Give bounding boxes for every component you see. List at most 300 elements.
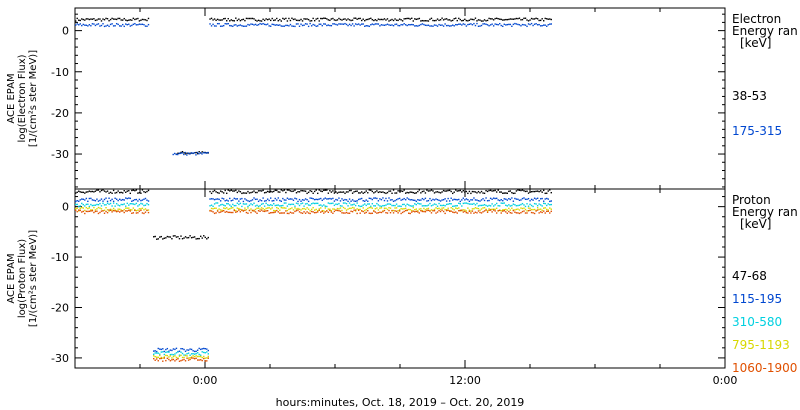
proton-series-1060-1900-point	[189, 359, 190, 360]
proton-series-795-1193-point	[540, 208, 541, 209]
proton-series-310-580-point	[220, 204, 221, 205]
proton-series-1060-1900-point	[366, 212, 367, 213]
proton-series-47-68-point	[403, 189, 404, 190]
proton-series-1060-1900-point	[128, 210, 129, 211]
proton-series-115-195-point	[543, 201, 544, 202]
proton-series-115-195-point	[373, 197, 374, 198]
electron-series-175-315-point	[99, 25, 100, 26]
electron-series-175-315-point	[410, 24, 411, 25]
proton-series-310-580-point	[137, 205, 138, 206]
proton-series-1060-1900-point	[99, 212, 100, 213]
proton-series-47-68-point	[402, 191, 403, 192]
proton-series-1060-1900-point	[501, 212, 502, 213]
proton-series-310-580-point	[446, 204, 447, 205]
proton-series-310-580-point	[311, 203, 312, 204]
proton-series-115-195-point	[206, 348, 207, 349]
proton-series-47-68-point	[108, 193, 109, 194]
electron-series-38-53-point	[428, 20, 429, 21]
proton-series-795-1193-point	[167, 355, 168, 356]
electron-series-38-53-point	[314, 20, 315, 21]
electron-series-175-315-point	[537, 24, 538, 25]
proton-series-115-195-point	[498, 199, 499, 200]
proton-series-115-195-point	[296, 198, 297, 199]
electron-series-175-315-point	[372, 23, 373, 24]
electron-series-38-53-point	[272, 18, 273, 19]
electron-series-175-315-point	[441, 24, 442, 25]
proton-series-47-68-point	[325, 189, 326, 190]
proton-series-795-1193-point	[306, 207, 307, 208]
electron-series-175-315-point	[340, 23, 341, 24]
electron-series-175-315-point	[229, 25, 230, 26]
proton-series-47-68-point	[376, 190, 377, 191]
proton-series-310-580-point	[125, 205, 126, 206]
proton-series-795-1193-point	[232, 207, 233, 208]
electron-series-38-53-point	[226, 20, 227, 21]
proton-series-795-1193-point	[366, 209, 367, 210]
proton-series-795-1193-point	[405, 208, 406, 209]
proton-series-310-580-point	[127, 203, 128, 204]
proton-series-1060-1900-point	[78, 209, 79, 210]
proton-series-47-68-point	[523, 190, 524, 191]
proton-series-795-1193-point	[522, 208, 523, 209]
proton-series-310-580-point	[507, 205, 508, 206]
proton-series-47-68-point	[396, 192, 397, 193]
electron-series-38-53-point	[343, 19, 344, 20]
proton-series-1060-1900-point	[284, 212, 285, 213]
electron-series-38-53-point	[308, 19, 309, 20]
proton-series-47-68-point	[422, 191, 423, 192]
electron-series-38-53-point	[450, 20, 451, 21]
electron-series-175-315-point	[139, 23, 140, 24]
proton-series-1060-1900-point	[517, 212, 518, 213]
proton-series-1060-1900-point	[197, 359, 198, 360]
proton-series-310-580-point	[110, 203, 111, 204]
proton-series-1060-1900-point	[438, 210, 439, 211]
proton-series-115-195-point	[308, 201, 309, 202]
electron-series-38-53-point	[449, 19, 450, 20]
proton-series-310-580-point	[422, 205, 423, 206]
proton-series-47-68-point	[246, 192, 247, 193]
proton-series-310-580-point	[425, 205, 426, 206]
electron-series-38-53-point	[353, 18, 354, 19]
electron-series-38-53-point	[496, 18, 497, 19]
proton-series-115-195-point	[167, 348, 168, 349]
electron-legend-entry: 38-53	[732, 89, 767, 103]
electron-series-175-315-point	[182, 152, 183, 153]
proton-series-310-580-point	[264, 205, 265, 206]
proton-series-310-580-point	[320, 204, 321, 205]
proton-series-115-195-point	[491, 199, 492, 200]
proton-series-795-1193-point	[526, 210, 527, 211]
electron-series-38-53-point	[378, 18, 379, 19]
electron-series-38-53-point	[221, 19, 222, 20]
proton-series-1060-1900-point	[180, 360, 181, 361]
proton-series-310-580-point	[176, 352, 177, 353]
electron-series-38-53-point	[133, 18, 134, 19]
proton-series-310-580-point	[394, 205, 395, 206]
electron-series-175-315-point	[482, 23, 483, 24]
proton-series-1060-1900-point	[543, 210, 544, 211]
proton-series-1060-1900-point	[397, 212, 398, 213]
electron-series-38-53-point	[413, 20, 414, 21]
proton-series-1060-1900-point	[446, 210, 447, 211]
electron-series-38-53-point	[417, 18, 418, 19]
proton-series-310-580-point	[107, 203, 108, 204]
proton-series-1060-1900-point	[402, 212, 403, 213]
electron-series-175-315-point	[77, 23, 78, 24]
electron-series-175-315-point	[487, 24, 488, 25]
proton-series-1060-1900-point	[182, 359, 183, 360]
electron-series-175-315-point	[92, 23, 93, 24]
proton-series-310-580-point	[217, 202, 218, 203]
electron-series-38-53-point	[84, 19, 85, 20]
proton-series-47-68-point	[285, 192, 286, 193]
proton-series-115-195-point	[111, 199, 112, 200]
electron-series-175-315-point	[234, 24, 235, 25]
proton-series-1060-1900-point	[325, 211, 326, 212]
proton-series-115-195-point	[137, 200, 138, 201]
electron-series-175-315-point	[508, 24, 509, 25]
proton-series-1060-1900-point	[344, 212, 345, 213]
proton-series-115-195-point	[450, 198, 451, 199]
proton-series-310-580-point	[485, 205, 486, 206]
proton-series-795-1193-point	[155, 356, 156, 357]
proton-series-310-580-point	[520, 204, 521, 205]
proton-series-1060-1900-point	[92, 210, 93, 211]
proton-series-310-580-point	[86, 204, 87, 205]
proton-series-310-580-point	[363, 204, 364, 205]
electron-series-38-53-point	[431, 18, 432, 19]
x-tick-label: 0:00	[712, 374, 738, 387]
proton-series-310-580-point	[329, 203, 330, 204]
proton-series-1060-1900-point	[156, 358, 157, 359]
electron-series-38-53-point	[516, 18, 517, 19]
proton-series-47-68-point	[367, 192, 368, 193]
proton-series-1060-1900-point	[303, 211, 304, 212]
proton-series-115-195-point	[341, 198, 342, 199]
x-axis-label: hours:minutes, Oct. 18, 2019 – Oct. 20, 2019	[275, 396, 525, 409]
proton-series-1060-1900-point	[519, 213, 520, 214]
proton-ytick-label: -20	[51, 301, 69, 315]
electron-series-38-53-point	[320, 18, 321, 19]
electron-series-38-53-point	[435, 20, 436, 21]
proton-series-310-580-point	[388, 203, 389, 204]
proton-series-795-1193-point	[514, 209, 515, 210]
proton-series-310-580-point	[450, 203, 451, 204]
electron-series-175-315-point	[332, 23, 333, 24]
electron-series-38-53-point	[337, 19, 338, 20]
proton-series-115-195-point	[314, 199, 315, 200]
proton-series-795-1193-point	[96, 208, 97, 209]
electron-series-175-315-point	[402, 24, 403, 25]
proton-series-1060-1900-point	[297, 209, 298, 210]
electron-series-38-53-point	[232, 20, 233, 21]
proton-series-795-1193-point	[197, 356, 198, 357]
proton-series-310-580-point	[180, 352, 181, 353]
proton-series-47-68-point	[220, 190, 221, 191]
proton-series-1060-1900-point	[434, 210, 435, 211]
proton-series-1060-1900-point	[214, 213, 215, 214]
proton-series-1060-1900-point	[358, 210, 359, 211]
electron-series-175-315-point	[423, 24, 424, 25]
electron-series-38-53-point	[481, 20, 482, 21]
proton-series-795-1193-point	[316, 209, 317, 210]
proton-series-115-195-point	[293, 200, 294, 201]
proton-series-795-1193-point	[507, 209, 508, 210]
electron-series-38-53-point	[299, 20, 300, 21]
proton-series-795-1193-point	[435, 207, 436, 208]
electron-series-38-53-point	[372, 19, 373, 20]
proton-series-310-580-point	[297, 203, 298, 204]
electron-series-38-53-point	[545, 18, 546, 19]
proton-series-795-1193-point	[247, 207, 248, 208]
proton-series-115-195-point	[110, 200, 111, 201]
proton-series-115-195-point	[145, 198, 146, 199]
proton-series-115-195-point	[218, 199, 219, 200]
proton-series-47-68-point	[355, 191, 356, 192]
electron-series-175-315-point	[434, 24, 435, 25]
proton-series-115-195-point	[278, 197, 279, 198]
proton-series-1060-1900-point	[341, 212, 342, 213]
proton-series-1060-1900-point	[246, 212, 247, 213]
proton-series-1060-1900-point	[525, 212, 526, 213]
proton-series-795-1193-point	[165, 355, 166, 356]
proton-series-47-68-point	[309, 190, 310, 191]
proton-series-1060-1900-point	[335, 209, 336, 210]
proton-series-115-195-point	[93, 200, 94, 201]
proton-series-310-580-point	[508, 204, 509, 205]
proton-series-310-580-point	[379, 205, 380, 206]
proton-series-310-580-point	[352, 204, 353, 205]
proton-series-1060-1900-point	[96, 211, 97, 212]
electron-series-38-53-point	[134, 19, 135, 20]
proton-series-115-195-point	[407, 197, 408, 198]
proton-series-47-68-point	[314, 191, 315, 192]
electron-series-175-315-point	[121, 25, 122, 26]
proton-series-1060-1900-point	[484, 210, 485, 211]
electron-series-38-53-point	[540, 20, 541, 21]
proton-series-47-68-point	[372, 191, 373, 192]
proton-series-310-580-point	[370, 206, 371, 207]
electron-series-175-315-point	[294, 26, 295, 27]
electron-series-38-53-point	[183, 152, 184, 153]
proton-series-310-580-point	[382, 205, 383, 206]
electron-series-38-53-point	[425, 20, 426, 21]
electron-series-175-315-point	[346, 24, 347, 25]
proton-series-47-68-point	[525, 191, 526, 192]
electron-series-38-53-point	[508, 19, 509, 20]
proton-series-310-580-point	[493, 205, 494, 206]
electron-series-38-53-point	[331, 18, 332, 19]
proton-series-115-195-point	[426, 200, 427, 201]
electron-series-175-315-point	[353, 25, 354, 26]
electron-series-175-315-point	[83, 24, 84, 25]
proton-series-47-68-point	[516, 190, 517, 191]
electron-series-38-53-point	[423, 20, 424, 21]
electron-series-175-315-point	[490, 24, 491, 25]
proton-series-310-580-point	[206, 351, 207, 352]
proton-series-310-580-point	[238, 204, 239, 205]
proton-series-47-68-point	[443, 190, 444, 191]
electron-series-175-315-point	[472, 24, 473, 25]
proton-series-47-68-point	[111, 193, 112, 194]
proton-series-310-580-point	[294, 206, 295, 207]
electron-series-38-53-point	[247, 18, 248, 19]
proton-series-795-1193-point	[379, 207, 380, 208]
proton-series-115-195-point	[347, 201, 348, 202]
electron-series-38-53-point	[366, 19, 367, 20]
proton-series-47-68-point	[159, 236, 160, 237]
proton-series-310-580-point	[229, 204, 230, 205]
proton-series-115-195-point	[346, 199, 347, 200]
proton-series-47-68-point	[405, 192, 406, 193]
electron-series-175-315-point	[407, 25, 408, 26]
proton-series-795-1193-point	[320, 207, 321, 208]
proton-series-1060-1900-point	[250, 212, 251, 213]
proton-series-310-580-point	[435, 204, 436, 205]
proton-series-115-195-point	[338, 197, 339, 198]
proton-series-310-580-point	[276, 205, 277, 206]
electron-series-38-53-point	[87, 18, 88, 19]
proton-series-310-580-point	[488, 205, 489, 206]
electron-series-175-315-point	[104, 26, 105, 27]
proton-series-47-68-point	[425, 192, 426, 193]
electron-series-38-53-point	[107, 18, 108, 19]
proton-series-795-1193-point	[431, 209, 432, 210]
proton-series-47-68-point	[95, 190, 96, 191]
proton-series-795-1193-point	[302, 208, 303, 209]
proton-series-47-68-point	[133, 189, 134, 190]
proton-series-115-195-point	[223, 198, 224, 199]
electron-series-38-53-point	[305, 18, 306, 19]
proton-series-310-580-point	[393, 205, 394, 206]
electron-series-38-53-point	[311, 20, 312, 21]
proton-series-310-580-point	[291, 204, 292, 205]
electron-series-38-53-point	[402, 20, 403, 21]
proton-series-310-580-point	[523, 204, 524, 205]
proton-series-795-1193-point	[450, 207, 451, 208]
proton-series-795-1193-point	[437, 208, 438, 209]
proton-series-115-195-point	[494, 198, 495, 199]
proton-series-795-1193-point	[140, 208, 141, 209]
proton-series-310-580-point	[140, 203, 141, 204]
proton-series-795-1193-point	[410, 209, 411, 210]
electron-series-175-315-point	[303, 25, 304, 26]
proton-series-310-580-point	[143, 205, 144, 206]
electron-series-175-315-point	[491, 23, 492, 24]
electron-series-38-53-point	[472, 19, 473, 20]
proton-series-47-68-point	[490, 190, 491, 191]
electron-series-38-53-point	[350, 20, 351, 21]
proton-series-795-1193-point	[369, 207, 370, 208]
electron-series-38-53-point	[381, 19, 382, 20]
proton-series-1060-1900-point	[316, 212, 317, 213]
proton-series-1060-1900-point	[331, 211, 332, 212]
proton-series-115-195-point	[146, 200, 147, 201]
electron-series-175-315-point	[179, 153, 180, 154]
proton-series-795-1193-point	[549, 207, 550, 208]
proton-series-1060-1900-point	[107, 212, 108, 213]
proton-series-47-68-point	[202, 237, 203, 238]
proton-series-1060-1900-point	[203, 358, 204, 359]
proton-series-47-68-point	[186, 237, 187, 238]
proton-series-310-580-point	[142, 203, 143, 204]
proton-series-1060-1900-point	[209, 210, 210, 211]
proton-series-795-1193-point	[186, 355, 187, 356]
electron-series-38-53-point	[290, 20, 291, 21]
proton-series-47-68-point	[275, 190, 276, 191]
proton-series-795-1193-point	[411, 210, 412, 211]
proton-series-1060-1900-point	[235, 212, 236, 213]
proton-series-1060-1900-point	[476, 212, 477, 213]
proton-series-115-195-point	[156, 351, 157, 352]
proton-series-1060-1900-point	[528, 210, 529, 211]
proton-series-795-1193-point	[425, 209, 426, 210]
proton-series-47-68-point	[481, 191, 482, 192]
proton-series-47-68-point	[182, 238, 183, 239]
proton-series-115-195-point	[155, 350, 156, 351]
proton-series-795-1193-point	[328, 208, 329, 209]
electron-series-175-315-point	[81, 25, 82, 26]
proton-series-310-580-point	[285, 202, 286, 203]
proton-series-115-195-point	[262, 197, 263, 198]
proton-series-1060-1900-point	[353, 210, 354, 211]
electron-series-175-315-point	[287, 25, 288, 26]
electron-series-38-53-point	[268, 18, 269, 19]
electron-series-175-315-point	[130, 25, 131, 26]
proton-legend-entry: 47-68	[732, 269, 767, 283]
proton-series-1060-1900-point	[361, 210, 362, 211]
proton-series-1060-1900-point	[378, 212, 379, 213]
proton-series-47-68-point	[461, 191, 462, 192]
proton-series-1060-1900-point	[234, 210, 235, 211]
proton-series-1060-1900-point	[183, 359, 184, 360]
electron-series-175-315-point	[221, 25, 222, 26]
proton-series-310-580-point	[300, 203, 301, 204]
electron-series-38-53-point	[195, 152, 196, 153]
proton-series-1060-1900-point	[369, 213, 370, 214]
proton-series-1060-1900-point	[482, 211, 483, 212]
electron-series-38-53-point	[476, 20, 477, 21]
proton-series-310-580-point	[83, 204, 84, 205]
electron-series-175-315-point	[272, 24, 273, 25]
proton-series-47-68-point	[541, 191, 542, 192]
proton-series-795-1193-point	[340, 207, 341, 208]
proton-series-1060-1900-point	[101, 210, 102, 211]
proton-series-115-195-point	[375, 197, 376, 198]
electron-series-175-315-point	[262, 23, 263, 24]
electron-series-38-53-point	[278, 20, 279, 21]
proton-series-115-195-point	[529, 200, 530, 201]
proton-series-115-195-point	[259, 199, 260, 200]
electron-series-175-315-point	[268, 25, 269, 26]
proton-series-310-580-point	[186, 353, 187, 354]
proton-series-47-68-point	[441, 191, 442, 192]
proton-series-1060-1900-point	[473, 212, 474, 213]
proton-series-115-195-point	[355, 201, 356, 202]
proton-series-795-1193-point	[344, 208, 345, 209]
proton-series-1060-1900-point	[537, 209, 538, 210]
electron-series-175-315-point	[209, 23, 210, 24]
electron-series-175-315-point	[89, 24, 90, 25]
electron-series-38-53-point	[218, 19, 219, 20]
proton-series-310-580-point	[116, 203, 117, 204]
electron-series-38-53-point	[517, 18, 518, 19]
proton-series-1060-1900-point	[328, 212, 329, 213]
electron-series-38-53-point	[369, 18, 370, 19]
proton-series-1060-1900-point	[496, 212, 497, 213]
proton-series-115-195-point	[228, 200, 229, 201]
